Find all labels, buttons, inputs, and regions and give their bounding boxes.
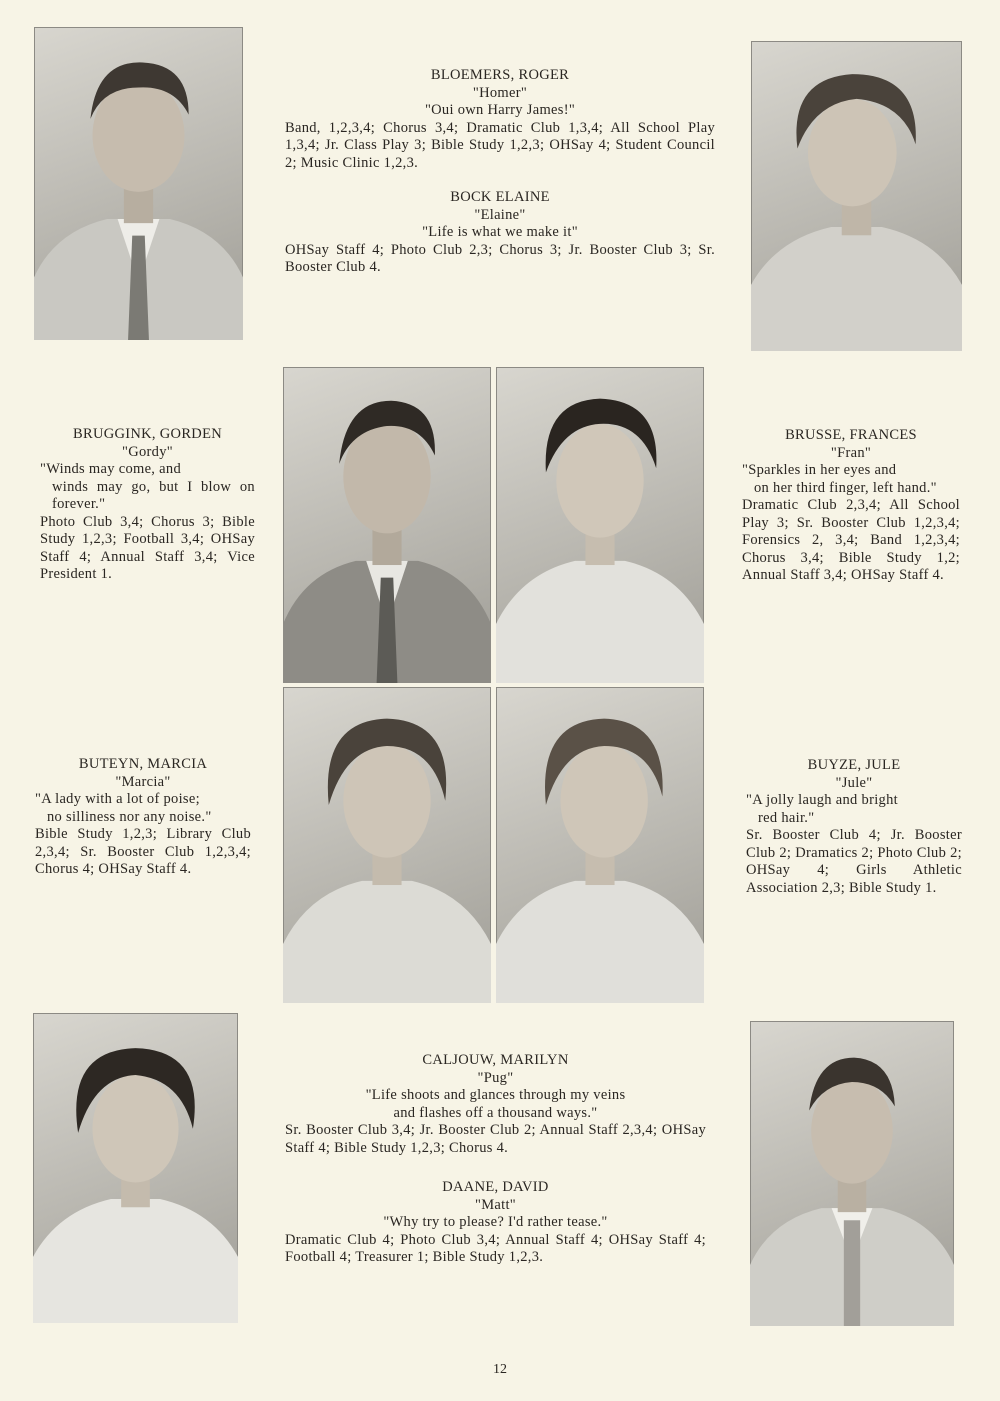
portrait-photo-daane <box>750 1021 954 1326</box>
student-activities: Photo Club 3,4; Chorus 3; Bible Study 1,2,3; Football 3,4; OHSay Staff 4; Annual Staff 3,4; Vice President 1. <box>40 513 255 582</box>
student-entry-brusse <box>742 427 960 585</box>
student-quote-continued: no silliness nor any noise." <box>47 808 212 825</box>
portrait-photo-bloemers <box>34 27 243 340</box>
student-nickname: "Pug" <box>477 1069 514 1086</box>
student-name: DAANE, DAVID <box>442 1179 549 1195</box>
portrait-photo-buyze <box>496 687 704 1003</box>
student-quote: "Oui own Harry James!" <box>424 102 576 118</box>
page-number: 12 <box>493 1362 507 1377</box>
student-quote: "A jolly laugh and bright <box>746 792 898 808</box>
student-activities: Band, 1,2,3,4; Chorus 3,4; Dramatic Club 1,3,4; All School Play 1,3,4; Jr. Class Play 3; Bible Study 1,2,3; OHSay 4; Student Council 2; Music Clinic 1,2,3. <box>285 119 715 171</box>
student-quote-continued: on her third finger, left hand." <box>754 479 937 496</box>
student-activities: Dramatic Club 2,3,4; All School Play 3; Sr. Booster Club 1,2,3,4; Forensics 2, 3,4; Band 1,2,3,4; Chorus 3,4; Bible Study 1,2; Annual Staff 3,4; OHSay Staff 4. <box>742 497 960 583</box>
student-name: BUTEYN, MARCIA <box>78 756 208 772</box>
student-entry-buyze <box>746 757 962 897</box>
student-name: BOCK ELAINE <box>450 189 550 205</box>
student-nickname: "Gordy" <box>122 443 173 460</box>
student-quote: "Why try to please? I'd rather tease." <box>383 1214 608 1230</box>
student-nickname: "Fran" <box>830 444 872 461</box>
student-quote: "Life shoots and glances through my veins <box>365 1087 626 1103</box>
student-quote: "A lady with a lot of poise; <box>35 791 200 807</box>
student-name: BUYZE, JULE <box>807 757 901 773</box>
student-name: CALJOUW, MARILYN <box>422 1052 569 1068</box>
student-name: BRUGGINK, GORDEN <box>73 426 222 442</box>
student-entry-bloemers <box>285 67 715 172</box>
student-quote-continued: red hair." <box>758 809 815 826</box>
student-nickname: "Homer" <box>472 84 528 101</box>
student-name: BLOEMERS, ROGER <box>430 67 570 83</box>
student-activities: Dramatic Club 4; Photo Club 3,4; Annual Staff 4; OHSay Staff 4; Football 4; Treasurer 1; Bible Study 1,2,3. <box>285 1231 706 1265</box>
student-quote: "Winds may come, and <box>40 461 181 477</box>
student-quote: "Sparkles in her eyes and <box>742 462 897 478</box>
portrait-photo-buteyn <box>283 687 491 1003</box>
student-name: BRUSSE, FRANCES <box>785 427 917 443</box>
student-entry-caljouw <box>285 1052 706 1157</box>
student-nickname: "Matt" <box>474 1196 517 1213</box>
student-entry-bock <box>285 189 715 277</box>
student-activities: OHSay Staff 4; Photo Club 2,3; Chorus 3; Jr. Booster Club 3; Sr. Booster Club 4. <box>285 241 715 275</box>
student-entry-buteyn <box>35 756 251 879</box>
student-entry-bruggink <box>40 426 255 584</box>
portrait-photo-bruggink <box>283 367 491 683</box>
portrait-photo-bock <box>751 41 962 351</box>
student-quote-continued: and flashes off a thousand ways." <box>393 1104 598 1121</box>
student-activities: Sr. Booster Club 3,4; Jr. Booster Club 2; Annual Staff 2,3,4; OHSay Staff 4; Bible Study 1,2,3; Chorus 4. <box>285 1122 706 1156</box>
student-nickname: "Marcia" <box>115 773 171 790</box>
student-quote-continued: winds may go, but I blow on forever." <box>52 478 255 512</box>
student-activities: Bible Study 1,2,3; Library Club 2,3,4; Sr. Booster Club 1,2,3,4; Chorus 4; OHSay Staff 4. <box>35 826 251 877</box>
student-activities: Sr. Booster Club 4; Jr. Booster Club 2; Dramatics 2; Photo Club 2; OHSay 4; Girls Athletic Association 2,3; Bible Study 1. <box>746 827 962 896</box>
portrait-photo-brusse <box>496 367 704 683</box>
student-nickname: "Jule" <box>835 774 873 791</box>
student-quote: "Life is what we make it" <box>422 224 578 240</box>
portrait-photo-caljouw <box>33 1013 238 1323</box>
student-entry-daane <box>285 1179 706 1267</box>
student-nickname: "Elaine" <box>474 206 526 223</box>
